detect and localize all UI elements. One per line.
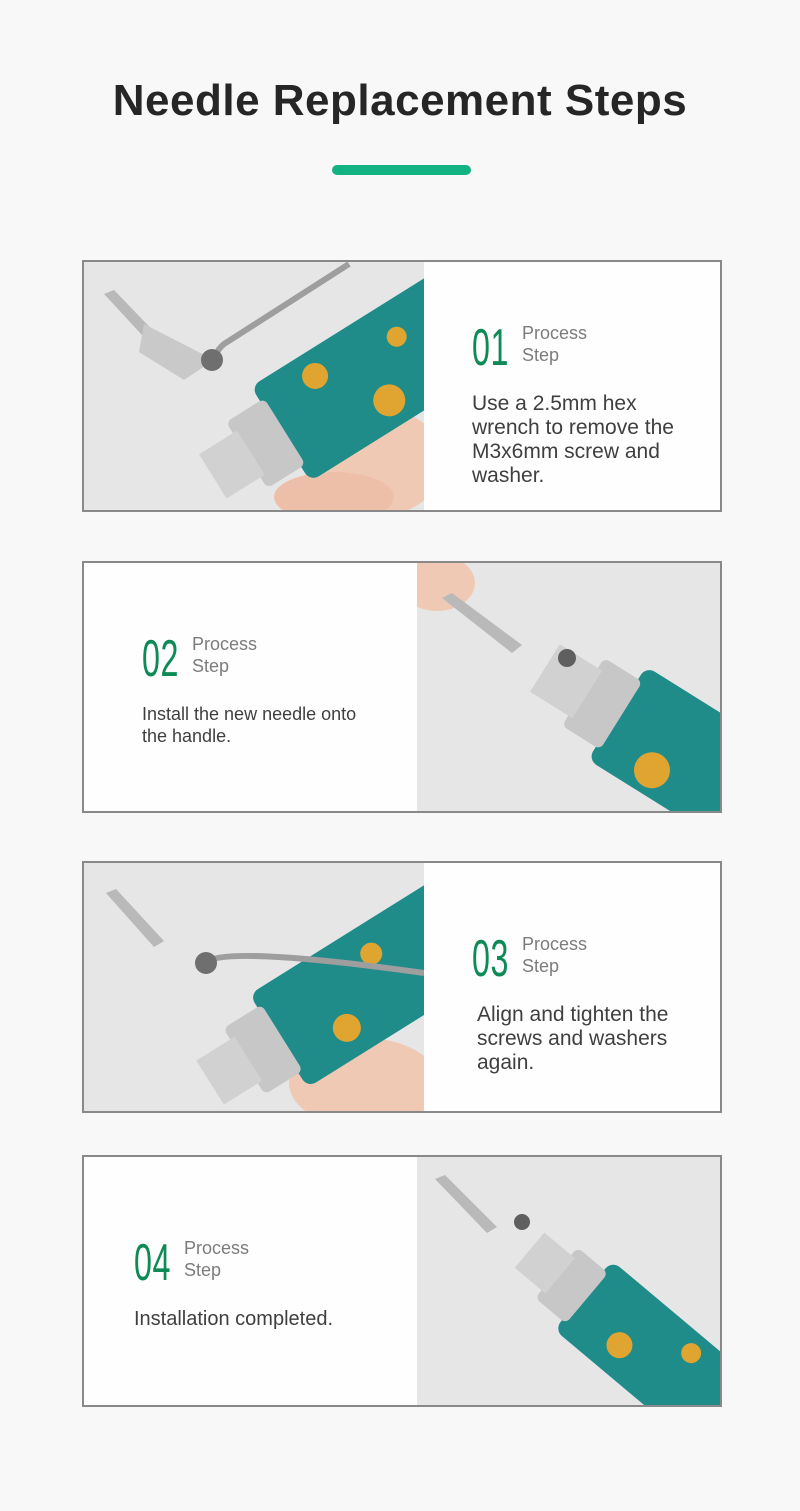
step-03-text bbox=[472, 930, 712, 1103]
step-card-02 bbox=[82, 561, 722, 813]
step-03-photo bbox=[84, 863, 424, 1111]
step-number: 03 bbox=[472, 930, 510, 988]
page-title: Needle Replacement Steps bbox=[112, 76, 688, 125]
step-kicker bbox=[192, 633, 257, 677]
step-kicker bbox=[522, 322, 587, 366]
hex-wrench-tightening-screw-image bbox=[84, 863, 424, 1111]
step-description: Use a 2.5mm hex wrench to remove the M3x6mm screw and washer. bbox=[472, 392, 674, 487]
step-04-text bbox=[134, 1234, 404, 1397]
step-02-photo bbox=[417, 563, 720, 811]
hex-wrench-removing-screw-image bbox=[84, 262, 424, 510]
step-kicker-line1: Process bbox=[192, 634, 258, 654]
step-kicker-line2: Step bbox=[522, 956, 560, 976]
step-number: 01 bbox=[472, 319, 510, 377]
needle-installed-on-handle-image bbox=[417, 563, 720, 811]
step-01-photo bbox=[84, 262, 424, 510]
step-number: 04 bbox=[134, 1234, 172, 1292]
assembled-tool-image bbox=[417, 1157, 720, 1405]
step-description: Installation completed. bbox=[134, 1308, 334, 1330]
step-04-photo bbox=[417, 1157, 720, 1405]
title-underline bbox=[332, 165, 471, 175]
step-02-text bbox=[142, 630, 402, 803]
step-card-01 bbox=[82, 260, 722, 512]
step-number: 02 bbox=[142, 630, 180, 688]
step-kicker bbox=[522, 933, 587, 977]
step-description: Install the new needle onto the handle. bbox=[142, 704, 357, 746]
step-kicker-line2: Step bbox=[184, 1260, 222, 1280]
step-kicker-line1: Process bbox=[522, 934, 588, 954]
step-kicker-line2: Step bbox=[192, 656, 230, 676]
step-card-03 bbox=[82, 861, 722, 1113]
step-kicker-line1: Process bbox=[522, 323, 588, 343]
step-kicker bbox=[184, 1237, 249, 1281]
step-01-text bbox=[472, 319, 712, 502]
step-description: Align and tighten the screws and washers again. bbox=[477, 1003, 669, 1074]
step-kicker-line2: Step bbox=[522, 345, 560, 365]
step-card-04 bbox=[82, 1155, 722, 1407]
step-kicker-line1: Process bbox=[184, 1238, 250, 1258]
